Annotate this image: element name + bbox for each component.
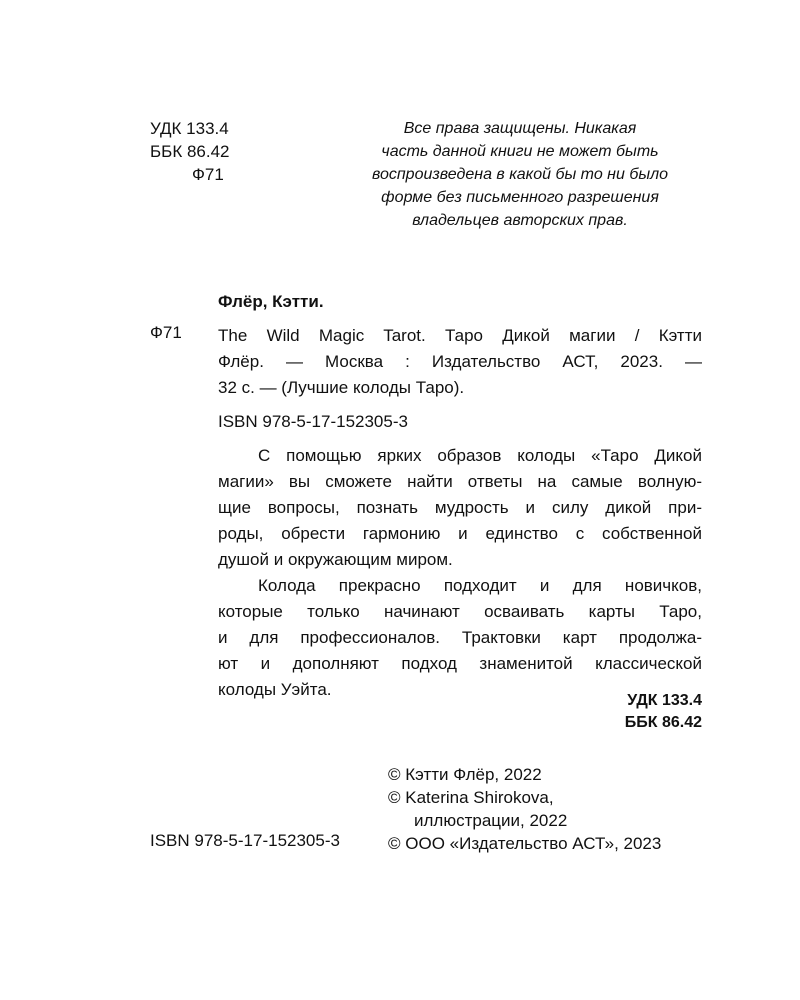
author-heading: Флёр, Кэтти. <box>218 292 324 311</box>
annotation-line: щие вопросы, познать мудрость и силу дикой при- <box>218 498 702 517</box>
annotation-line: Колода прекрасно подходит и для новичков, <box>258 576 702 595</box>
rights-line: владельцев авторских прав. <box>412 212 628 229</box>
rights-line: форме без письменного разрешения <box>381 189 659 206</box>
isbn-main: ISBN 978-5-17-152305-3 <box>218 412 408 431</box>
annotation-line: душой и окружающим миром. <box>218 550 453 569</box>
copyright-line: © ООО «Издательство АСТ», 2023 <box>388 834 662 853</box>
annotation-line: роды, обрести гармонию и единство с собственной <box>218 524 702 543</box>
bib-line: Флёр. — Москва : Издательство АСТ, 2023. — <box>218 352 702 371</box>
bbk-code: ББК 86.42 <box>150 142 230 161</box>
rights-line: воспроизведена в какой бы то ни было <box>371 166 669 183</box>
rights-line: Все права защищены. Никакая <box>403 120 637 137</box>
annotation-line: ют и дополняют подход знаменитой классической <box>218 654 702 673</box>
copyright-line: © Katerina Shirokova, <box>388 788 554 807</box>
annotation-line: которые только начинают осваивать карты Таро, <box>218 602 702 621</box>
udk-code-bottom: УДК 133.4 <box>627 692 702 709</box>
author-mark: Ф71 <box>192 165 224 184</box>
copyright-line: © Кэтти Флёр, 2022 <box>388 765 542 784</box>
classification-codes-bottom <box>560 690 702 734</box>
bibliographic-description <box>218 323 702 401</box>
annotation-line: и для профессионалов. Трактовки карт продолжа- <box>218 628 702 647</box>
annotation <box>218 443 702 703</box>
classification-codes <box>150 117 229 186</box>
rights-notice <box>330 117 710 232</box>
isbn-bottom: ISBN 978-5-17-152305-3 <box>150 831 340 850</box>
copyright-line: иллюстрации, 2022 <box>414 811 568 830</box>
catalog-code: Ф71 <box>150 323 182 342</box>
bib-line: The Wild Magic Tarot. Таро Дикой магии / Кэтти <box>218 326 702 345</box>
udk-code: УДК 133.4 <box>150 119 229 138</box>
bib-line: 32 с. — (Лучшие колоды Таро). <box>218 378 465 397</box>
copyright-block <box>388 763 661 855</box>
annotation-line: колоды Уэйта. <box>218 680 332 699</box>
annotation-line: магии» вы сможете найти ответы на самые волную- <box>218 472 702 491</box>
annotation-line: С помощью ярких образов колоды «Таро Дикой <box>258 446 702 465</box>
rights-line: часть данной книги не может быть <box>381 143 659 160</box>
bbk-code-bottom: ББК 86.42 <box>624 714 702 731</box>
